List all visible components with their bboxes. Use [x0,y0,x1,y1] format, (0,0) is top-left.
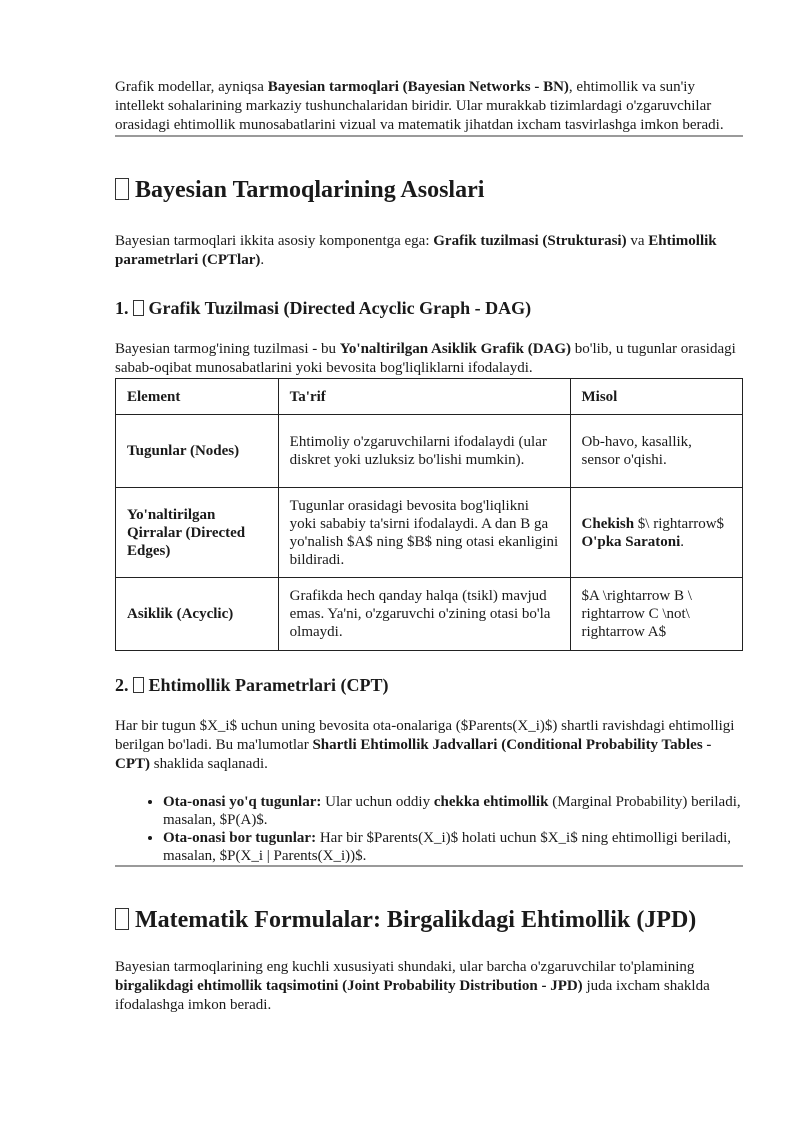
table-row [116,415,743,488]
table-cell-element: Asiklik (Acyclic) [116,578,279,651]
subheading-dag: 1. Grafik Tuzilmasi (Directed Acyclic Graph - DAG) [115,298,532,318]
missing-glyph-icon [133,300,144,316]
column-header: Ta'rif [278,379,570,415]
column-header: Element [116,379,279,415]
intro-paragraph: Grafik modellar, ayniqsa Bayesian tarmoqlari (Bayesian Networks - BN), ehtimollik va sun'iy intellekt sohalarining markaziy tushunchalaridan biridir. Ular murakkab tizimlardagi o'zgaruvchilar orasidagi ehtimollik munosabatlarini vizual va matematik jihatdan ixcham tasvirlashga imkon beradi. [115,79,724,133]
section-heading-jpd: Matematik Formulalar: Birgalikdagi Ehtimollik (JPD) [115,906,743,934]
section-heading-asoslari: Bayesian Tarmoqlarining Asoslari [115,176,743,204]
list-item: • Ota-onasi bor tugunlar: Har bir $Parents(X_i)$ holati uchun $X_i$ ning ehtimolligi beriladi, masalan, $P(X_i | Parents(X_i))$. [163,829,743,865]
table-cell-element: Yo'naltirilgan Qirralar (Directed Edges) [116,488,279,578]
table-row [116,578,743,651]
dag-paragraph: Bayesian tarmog'ining tuzilmasi - bu Yo'naltirilgan Asiklik Grafik (DAG) bo'lib, u tugunlar orasidagi sabab-oqibat munosabatlarini yoki bevosita bog'liqliklarni ifodalaydi. [115,341,736,376]
missing-glyph-icon [115,178,129,200]
document-page [115,78,743,1015]
table-header-row [116,379,743,415]
dag-elements-table [115,378,743,651]
column-header: Misol [570,379,742,415]
table-cell-misol: Ob-havo, kasallik, sensor o'qishi. [570,415,742,488]
jpd-paragraph: Bayesian tarmoqlarining eng kuchli xususiyati shundaki, ular barcha o'zgaruvchilar to'plamining birgalikdagi ehtimollik taqsimotini (Joint Probability Distribution - JPD) juda ixcham shaklda ifodalashga imkon beradi. [115,959,710,1013]
table-cell-element: Tugunlar (Nodes) [116,415,279,488]
subheading-cpt: 2. Ehtimollik Parametrlari (CPT) [115,675,389,695]
missing-glyph-icon [115,908,129,930]
list-item: • Ota-onasi yo'q tugunlar: Ular uchun oddiy chekka ehtimollik (Marginal Probability) beriladi, masalan, $P(A)$. [163,793,743,829]
section-paragraph: Bayesian tarmoqlari ikkita asosiy komponentga ega: Grafik tuzilmasi (Strukturasi) va Ehtimollik parametrlari (CPTlar). [115,233,717,268]
cpt-bullet-list [115,793,743,865]
table-cell-tarif: Grafikda hech qanday halqa (tsikl) mavjud emas. Ya'ni, o'zgaruvchi o'zining otasi bo'la olmaydi. [278,578,570,651]
divider [115,135,743,137]
table-row [116,488,743,578]
table-cell-misol: $A \rightarrow B \ rightarrow C \not\ rightarrow A$ [570,578,742,651]
table-cell-tarif: Tugunlar orasidagi bevosita bog'liqlikni yoki sababiy ta'sirni ifodalaydi. A dan B ga yo'nalish $A$ ning $B$ ning otasi ekanligini bildiradi. [278,488,570,578]
table-cell-misol: Chekish $\ rightarrow$ O'pka Saratoni. [570,488,742,578]
missing-glyph-icon [133,677,144,693]
cpt-paragraph: Har bir tugun $X_i$ uchun uning bevosita ota-onalariga ($Parents(X_i)$) shartli ravishdagi ehtimolligi berilgan bo'ladi. Bu ma'lumotlar Shartli Ehtimollik Jadvallari (Conditional Probability Tables - CPT) shaklida saqlanadi. [115,718,735,772]
divider [115,865,743,867]
table-cell-tarif: Ehtimoliy o'zgaruvchilarni ifodalaydi (ular diskret yoki uzluksiz bo'lishi mumkin). [278,415,570,488]
